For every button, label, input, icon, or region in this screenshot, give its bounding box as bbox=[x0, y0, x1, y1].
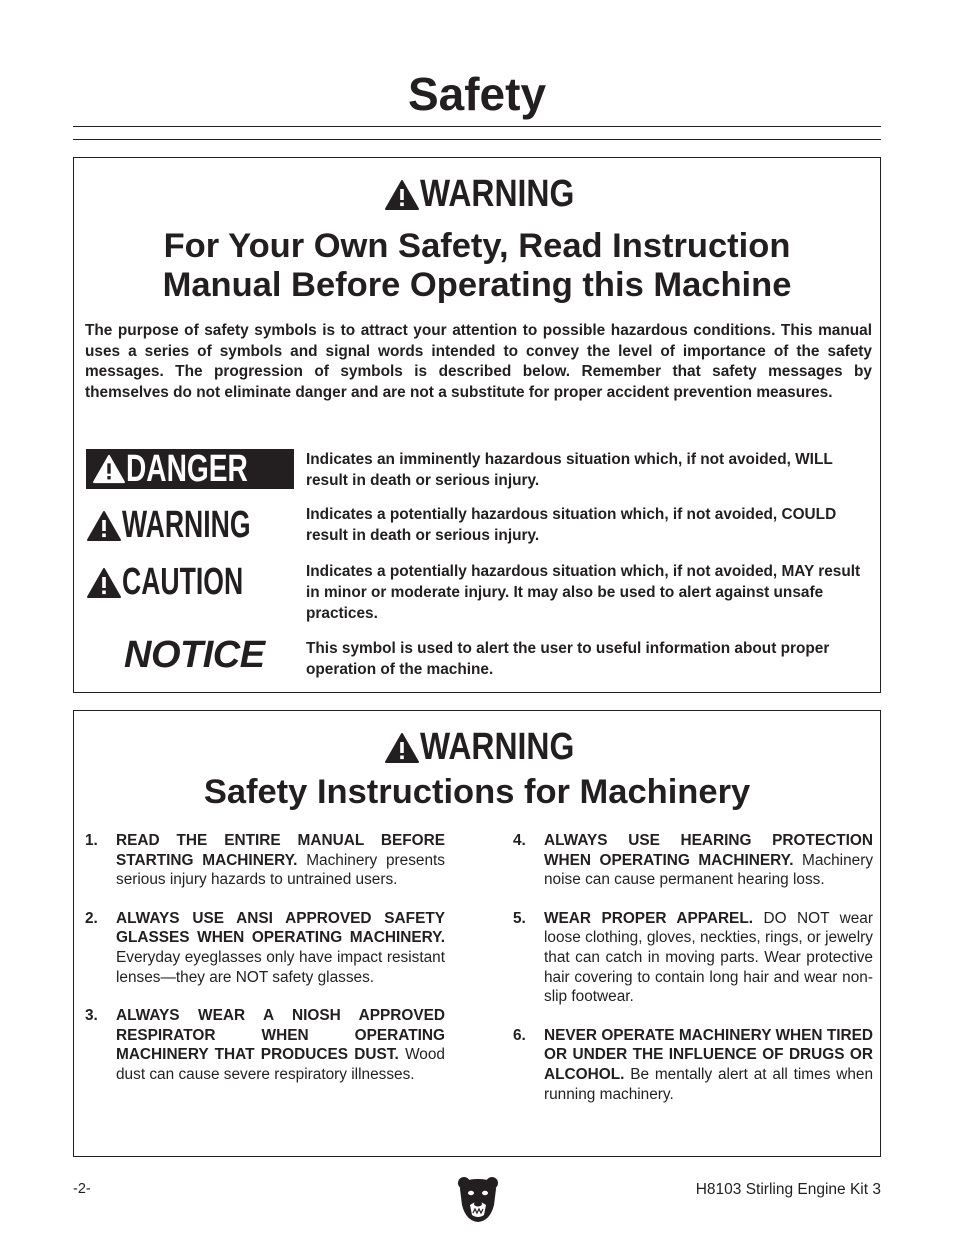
box2-warning-signal bbox=[74, 726, 880, 769]
instruction-item bbox=[513, 909, 873, 1007]
item-lead: WEAR PROPER APPAREL. bbox=[544, 909, 753, 927]
bear-logo-icon bbox=[456, 1175, 500, 1223]
warning-word: WARNING bbox=[122, 504, 251, 546]
item-number: 2. bbox=[85, 909, 98, 927]
caution-label bbox=[86, 561, 294, 601]
item-text: Everyday eyeglasses only have impact resistant lenses—they are NOT safety glasses. bbox=[116, 948, 445, 986]
caution-description: Indicates a potentially hazardous situation which, if not avoided, MAY result in minor or moderate injury. It may also be used to alert against unsafe practices. bbox=[306, 563, 861, 622]
instruction-item bbox=[85, 909, 445, 987]
notice-label bbox=[86, 634, 294, 678]
item-text: Be mentally alert at all times when running machinery. bbox=[544, 1065, 873, 1103]
warning-triangle-icon bbox=[92, 454, 126, 484]
item-lead: ALWAYS USE ANSI APPROVED SAFETY GLASSES WHEN OPERATING MACHINERY. bbox=[116, 909, 445, 947]
box2-signal-word: WARNING bbox=[420, 726, 575, 768]
title-rule-top bbox=[73, 126, 881, 127]
instruction-item bbox=[85, 1006, 445, 1084]
machinery-safety-box bbox=[73, 710, 881, 1157]
title-rule-bottom bbox=[73, 139, 881, 140]
item-lead: READ THE ENTIRE MANUAL BEFORE STARTING MACHINERY. bbox=[116, 832, 445, 869]
item-text: Wood dust can cause severe respiratory illnesses. bbox=[116, 1046, 445, 1083]
item-lead: NEVER OPERATE MACHINERY WHEN TIRED OR UNDER THE INFLUENCE OF DRUGS OR ALCOHOL. bbox=[544, 1026, 873, 1083]
item-text: Machinery noise can cause permanent hearing loss. bbox=[544, 851, 874, 889]
box1-intro-paragraph: The purpose of safety symbols is to attract your attention to possible hazardous conditions. This manual uses a series of symbols and signal words intended to convey the level of importance of the safety messages. The progression of symbols is described below. Remember that safety messages by themselves do not eliminate danger and are not a substitute for proper accident prevention measures. bbox=[85, 322, 872, 401]
item-number: 5. bbox=[513, 909, 526, 927]
instructions-left-column bbox=[85, 831, 445, 1104]
danger-word: DANGER bbox=[126, 447, 248, 490]
item-number: 6. bbox=[513, 1026, 526, 1044]
item-lead: ALWAYS USE HEARING PROTECTION WHEN OPERATING MACHINERY. bbox=[544, 832, 873, 869]
box1-heading-line2: Manual Before Operating this Machine bbox=[162, 266, 792, 304]
instruction-item bbox=[513, 1026, 873, 1104]
instruction-item bbox=[85, 831, 445, 890]
item-lead: ALWAYS WEAR A NIOSH APPROVED RESPIRATOR WHEN OPERATING MACHINERY THAT PRODUCES DUST. bbox=[116, 1007, 445, 1064]
notice-word: NOTICE bbox=[124, 634, 265, 676]
danger-description: Indicates an imminently hazardous situation which, if not avoided, WILL result in death or serious injury. bbox=[306, 451, 833, 489]
item-text: Machinery presents serious injury hazards to untrained users. bbox=[116, 851, 445, 889]
warning-triangle-icon bbox=[86, 510, 122, 542]
warning-triangle-icon bbox=[86, 567, 122, 599]
warning-description: Indicates a potentially hazardous situation which, if not avoided, COULD result in death or serious injury. bbox=[306, 506, 837, 544]
item-text: DO NOT wear loose clothing, gloves, neckties, rings, or jewelry that can catch in moving parts. Wear protective hair covering to contain long hair and wear non-slip footwear. bbox=[544, 909, 873, 1006]
page-title: Safety bbox=[407, 68, 547, 120]
box1-signal-word: WARNING bbox=[420, 173, 575, 215]
item-number: 4. bbox=[513, 832, 526, 849]
instruction-item bbox=[513, 831, 873, 890]
box1-heading-line1: For Your Own Safety, Read Instruction bbox=[163, 227, 791, 265]
warning-triangle-icon bbox=[384, 732, 420, 764]
page-number: -2- bbox=[73, 1181, 91, 1197]
instructions-right-column bbox=[513, 831, 873, 1123]
notice-description: This symbol is used to alert the user to useful information about proper operation of the machine. bbox=[306, 640, 830, 678]
safety-symbols-box bbox=[73, 157, 881, 693]
item-number: 1. bbox=[85, 832, 98, 849]
caution-word: CAUTION bbox=[122, 561, 244, 603]
box1-warning-signal bbox=[74, 173, 880, 216]
box2-heading: Safety Instructions for Machinery bbox=[203, 773, 751, 811]
warning-triangle-icon bbox=[384, 179, 420, 211]
warning-label bbox=[86, 504, 294, 544]
item-number: 3. bbox=[85, 1007, 98, 1025]
danger-label bbox=[86, 449, 294, 489]
document-name: H8103 Stirling Engine Kit 3 bbox=[695, 1181, 881, 1198]
